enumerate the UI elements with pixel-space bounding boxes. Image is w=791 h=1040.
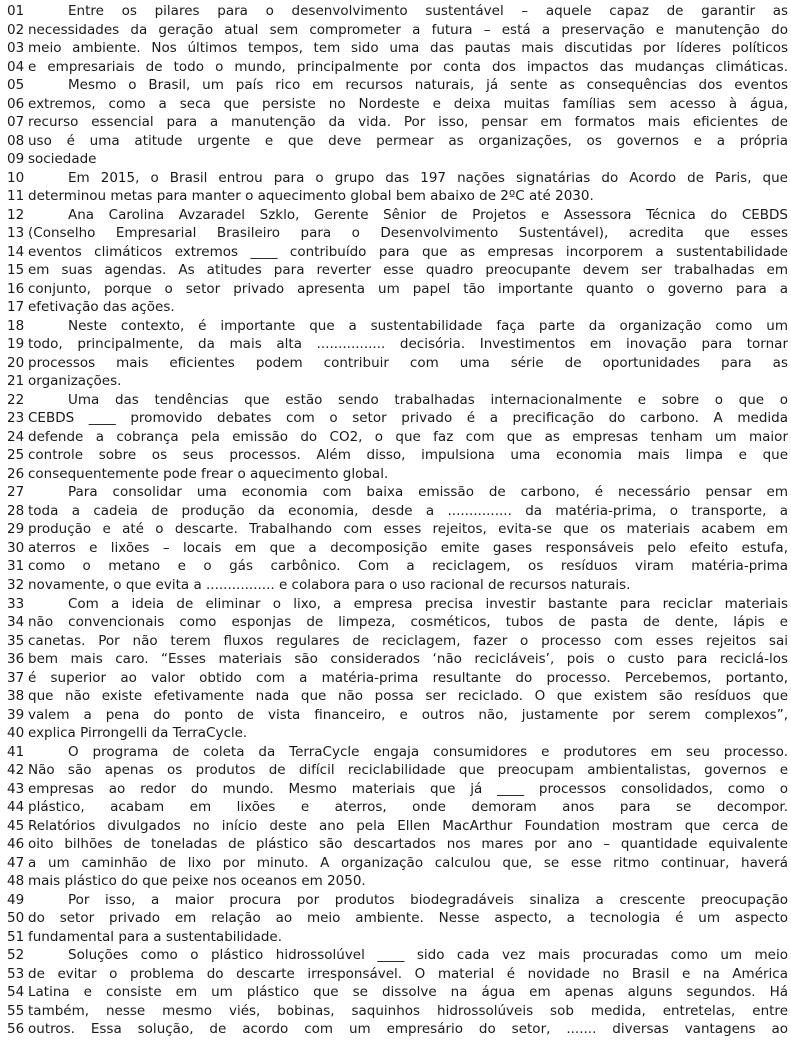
line-number: 45 xyxy=(7,817,25,834)
line-number: 55 xyxy=(7,1002,25,1019)
line-number: 03 xyxy=(7,40,25,57)
line-text: Por isso, a maior procura por produtos biodegradáveis sinaliza a crescente preocupação xyxy=(68,891,788,908)
line-text: consequentemente pode frear o aquecimento global. xyxy=(28,465,389,482)
text-line xyxy=(0,391,791,410)
line-number: 54 xyxy=(7,984,25,1001)
line-text: Ana Carolina Avzaradel Szklo, Gerente Sênior de Projetos e Assessora Técnica do CEBDS xyxy=(68,206,788,223)
text-line xyxy=(0,76,791,95)
line-text: todo, principalmente, da mais alta ................ decisória. Investimentos em inovação para tornar xyxy=(28,336,788,353)
text-line xyxy=(0,372,791,391)
line-number: 14 xyxy=(7,243,25,260)
line-text: organizações. xyxy=(28,373,122,390)
text-line xyxy=(0,817,791,836)
line-number: 50 xyxy=(7,910,25,927)
text-line xyxy=(0,557,791,576)
line-text: Não são apenas os produtos de difícil reciclabilidade que preocupam ambientalistas, governos e xyxy=(28,762,788,779)
line-number: 47 xyxy=(7,854,25,871)
text-line xyxy=(0,2,791,21)
line-text: empresas ao redor do mundo. Mesmo materiais que já ____ processos consolidados, como o xyxy=(28,780,788,797)
text-line xyxy=(0,706,791,725)
line-text: sociedade xyxy=(28,151,97,168)
line-text: processos mais eficientes podem contribuir com uma série de oportunidades para as xyxy=(28,354,788,371)
line-number: 18 xyxy=(7,317,25,334)
text-line xyxy=(0,928,791,947)
text-line xyxy=(0,502,791,521)
text-line xyxy=(0,39,791,58)
line-text: conjunto, porque o setor privado apresenta um papel tão importante quanto o governo para a xyxy=(28,280,788,297)
line-number: 07 xyxy=(7,114,25,131)
line-text: (Conselho Empresarial Brasileiro para o Desenvolvimento Sustentável), acredita que esses xyxy=(28,225,788,242)
text-line xyxy=(0,798,791,817)
text-line xyxy=(0,446,791,465)
line-number: 41 xyxy=(7,743,25,760)
text-line xyxy=(0,169,791,188)
line-number: 25 xyxy=(7,447,25,464)
line-number: 19 xyxy=(7,336,25,353)
line-number: 16 xyxy=(7,280,25,297)
line-text: explica Pirrongelli da TerraCycle. xyxy=(28,725,248,742)
line-number: 40 xyxy=(7,725,25,742)
line-text: CEBDS ____ promovido debates com o setor privado é a precificação do carbono. A medida xyxy=(28,410,788,427)
line-text: Entre os pilares para o desenvolvimento sustentável – aquele capaz de garantir as xyxy=(68,3,788,19)
text-line xyxy=(0,354,791,373)
text-line xyxy=(0,650,791,669)
line-number: 09 xyxy=(7,151,25,168)
text-line xyxy=(0,113,791,132)
line-text: valem a pena do ponto de vista financeiro, e outros não, justamente por serem complexos”, xyxy=(28,706,788,723)
text-line xyxy=(0,335,791,354)
text-line xyxy=(0,317,791,336)
line-text: a um caminhão de lixo por minuto. A organização calculou que, se esse ritmo continuar, haverá xyxy=(28,854,788,871)
line-text: Mesmo o Brasil, um país rico em recursos naturais, já sente as consequências dos eventos xyxy=(68,77,788,94)
text-line xyxy=(0,965,791,984)
text-line xyxy=(0,669,791,688)
line-number: 31 xyxy=(7,558,25,575)
text-line xyxy=(0,613,791,632)
line-text: outros. Essa solução, de acordo com um empresário do setor, ....... diversas vantagens ao xyxy=(28,1021,788,1038)
line-text: Neste contexto, é importante que a sustentabilidade faça parte da organização como um xyxy=(68,317,788,334)
text-line xyxy=(0,632,791,651)
line-number: 24 xyxy=(7,428,25,445)
line-number: 02 xyxy=(7,21,25,38)
text-line xyxy=(0,1020,791,1039)
text-line xyxy=(0,409,791,428)
line-number: 56 xyxy=(7,1021,25,1038)
line-text: também, nesse mesmo viés, bobinas, saquinhos hidrossolúveis sob medida, entretelas, entre xyxy=(28,1002,788,1019)
line-text: oito bilhões de toneladas de plástico são descartados nos mares por ano – quantidade equivalente xyxy=(28,836,788,853)
line-number: 12 xyxy=(7,206,25,223)
text-line xyxy=(0,946,791,965)
line-text: Relatórios divulgados no início deste ano pela Ellen MacArthur Foundation mostram que cerca de xyxy=(28,817,788,834)
line-text: como o metano e o gás carbônico. Com a reciclagem, os resíduos viram matéria-prima xyxy=(28,558,788,575)
line-text: efetivação das ações. xyxy=(28,299,175,316)
line-text: não convencionais como esponjas de limpeza, cosméticos, tubos de pasta de dente, lápis e xyxy=(28,614,788,631)
text-line xyxy=(0,872,791,891)
line-text: Latina e consiste em um plástico que se dissolve na água em apenas alguns segundos. Há xyxy=(28,984,788,1001)
text-line xyxy=(0,835,791,854)
line-number: 17 xyxy=(7,299,25,316)
line-text: Com a ideia de eliminar o lixo, a empresa precisa investir bastante para reciclar materiais xyxy=(68,595,788,612)
line-number: 05 xyxy=(7,77,25,94)
text-line xyxy=(0,1002,791,1021)
text-line xyxy=(0,724,791,743)
line-number: 42 xyxy=(7,762,25,779)
line-text: recurso essencial para a manutenção da vida. Por isso, pensar em formatos mais eficientes de xyxy=(28,114,788,131)
line-number: 27 xyxy=(7,484,25,501)
text-line xyxy=(0,187,791,206)
line-text: extremos, como a seca que persiste no Nordeste e deixa muitas famílias sem acesso à água, xyxy=(28,95,788,112)
line-text: necessidades da geração atual sem comprometer a futura – está a preservação e manutenção do xyxy=(28,21,788,38)
line-text: mais plástico do que peixe nos oceanos em 2050. xyxy=(28,873,366,890)
text-line xyxy=(0,132,791,151)
line-text: controle sobre os seus processos. Além disso, impulsiona uma economia mais limpa e que xyxy=(28,447,788,464)
line-number: 29 xyxy=(7,521,25,538)
text-line xyxy=(0,224,791,243)
line-number: 04 xyxy=(7,58,25,75)
line-number: 32 xyxy=(7,576,25,593)
line-number: 20 xyxy=(7,354,25,371)
text-line xyxy=(0,780,791,799)
line-number: 34 xyxy=(7,614,25,631)
line-number: 30 xyxy=(7,539,25,556)
text-line xyxy=(0,483,791,502)
line-number: 10 xyxy=(7,169,25,186)
line-text: novamente, o que evita a ................ e colabora para o uso racional de recursos naturais. xyxy=(28,576,631,593)
text-line xyxy=(0,58,791,77)
line-number: 53 xyxy=(7,965,25,982)
text-line xyxy=(0,298,791,317)
text-line xyxy=(0,539,791,558)
line-text: do setor privado em relação ao meio ambiente. Nesse aspecto, a tecnologia é um aspecto xyxy=(28,910,788,927)
text-line xyxy=(0,983,791,1002)
text-line xyxy=(0,150,791,169)
line-text: aterros e lixões – locais em que a decomposição emite gases responsáveis pelo efeito estufa, xyxy=(28,539,788,556)
line-text: é superior ao valor obtido com a matéria-prima resultante do processo. Percebemos, portanto, xyxy=(28,669,788,686)
text-line xyxy=(0,854,791,873)
text-line xyxy=(0,243,791,262)
line-number: 06 xyxy=(7,95,25,112)
line-text: e empresariais de todo o mundo, principalmente por conta dos impactos das mudanças climáticas. xyxy=(28,58,788,75)
line-text: Para consolidar uma economia com baixa emissão de carbono, é necessário pensar em xyxy=(68,484,788,501)
line-number: 44 xyxy=(7,799,25,816)
line-number: 37 xyxy=(7,669,25,686)
text-line xyxy=(0,891,791,910)
line-number: 11 xyxy=(7,188,25,205)
line-number: 21 xyxy=(7,373,25,390)
text-line xyxy=(0,743,791,762)
line-number: 33 xyxy=(7,595,25,612)
line-number: 43 xyxy=(7,780,25,797)
line-text: O programa de coleta da TerraCycle engaja consumidores e produtores em seu processo. xyxy=(68,743,788,760)
text-line xyxy=(0,595,791,614)
line-text: toda a cadeia de produção da economia, desde a ............... da matéria-prima, o transporte, a xyxy=(28,502,788,519)
line-text: eventos climáticos extremos ____ contribuído para que as empresas incorporem a sustentabilidade xyxy=(28,243,788,260)
line-number: 35 xyxy=(7,632,25,649)
line-text: bem mais caro. “Esses materiais são considerados ‘não recicláveis’, pois o custo para reciclá-los xyxy=(28,651,788,668)
line-number: 48 xyxy=(7,873,25,890)
text-line xyxy=(0,261,791,280)
line-number: 15 xyxy=(7,262,25,279)
text-line xyxy=(0,909,791,928)
text-line xyxy=(0,206,791,225)
text-line xyxy=(0,761,791,780)
text-line xyxy=(0,280,791,299)
line-number: 22 xyxy=(7,391,25,408)
line-number: 36 xyxy=(7,651,25,668)
line-text: fundamental para a sustentabilidade. xyxy=(28,928,283,945)
line-text: Em 2015, o Brasil entrou para o grupo das 197 nações signatárias do Acordo de Paris, que xyxy=(68,169,788,186)
line-number: 13 xyxy=(7,225,25,242)
text-line xyxy=(0,95,791,114)
line-number: 23 xyxy=(7,410,25,427)
line-number: 52 xyxy=(7,947,25,964)
line-text: plástico, acabam em lixões e aterros, onde demoram anos para se decompor. xyxy=(28,799,788,816)
line-text: produção e até o descarte. Trabalhando com esses rejeitos, evita-se que os materiais acabem em xyxy=(28,521,788,538)
line-text: Uma das tendências que estão sendo trabalhadas internacionalmente e sobre o que o xyxy=(68,391,788,408)
line-number: 26 xyxy=(7,465,25,482)
line-number: 49 xyxy=(7,891,25,908)
text-line xyxy=(0,21,791,40)
line-text: que não existe efetivamente nada que não possa ser reciclado. O que existem são resíduos que xyxy=(28,688,788,705)
line-number: 46 xyxy=(7,836,25,853)
line-text: de evitar o problema do descarte irresponsável. O material é novidade no Brasil e na América xyxy=(28,965,788,982)
text-line xyxy=(0,687,791,706)
line-text: Soluções como o plástico hidrossolúvel ____ sido cada vez mais procuradas como um meio xyxy=(68,947,788,964)
line-number: 28 xyxy=(7,502,25,519)
line-number: 51 xyxy=(7,928,25,945)
text-line xyxy=(0,465,791,484)
text-line xyxy=(0,576,791,595)
line-number: 39 xyxy=(7,706,25,723)
line-text: meio ambiente. Nos últimos tempos, tem sido uma das pautas mais discutidas por líderes políticos xyxy=(28,40,788,57)
line-text: determinou metas para manter o aquecimento global bem abaixo de 2ºC até 2030. xyxy=(28,188,594,205)
text-line xyxy=(0,428,791,447)
line-number: 01 xyxy=(7,3,25,19)
line-number: 08 xyxy=(7,132,25,149)
line-text: uso é uma atitude urgente e que deve permear as organizações, os governos e a própria xyxy=(28,132,788,149)
line-text: em suas agendas. As atitudes para reverter esse quadro preocupante devem ser trabalhadas em xyxy=(28,262,788,279)
line-text: defende a cobrança pela emissão do CO2, o que faz com que as empresas tenham um maior xyxy=(28,428,788,445)
text-line xyxy=(0,520,791,539)
line-number: 38 xyxy=(7,688,25,705)
line-text: canetas. Por não terem fluxos regulares de reciclagem, fazer o processo com esses rejeitos sai xyxy=(28,632,788,649)
